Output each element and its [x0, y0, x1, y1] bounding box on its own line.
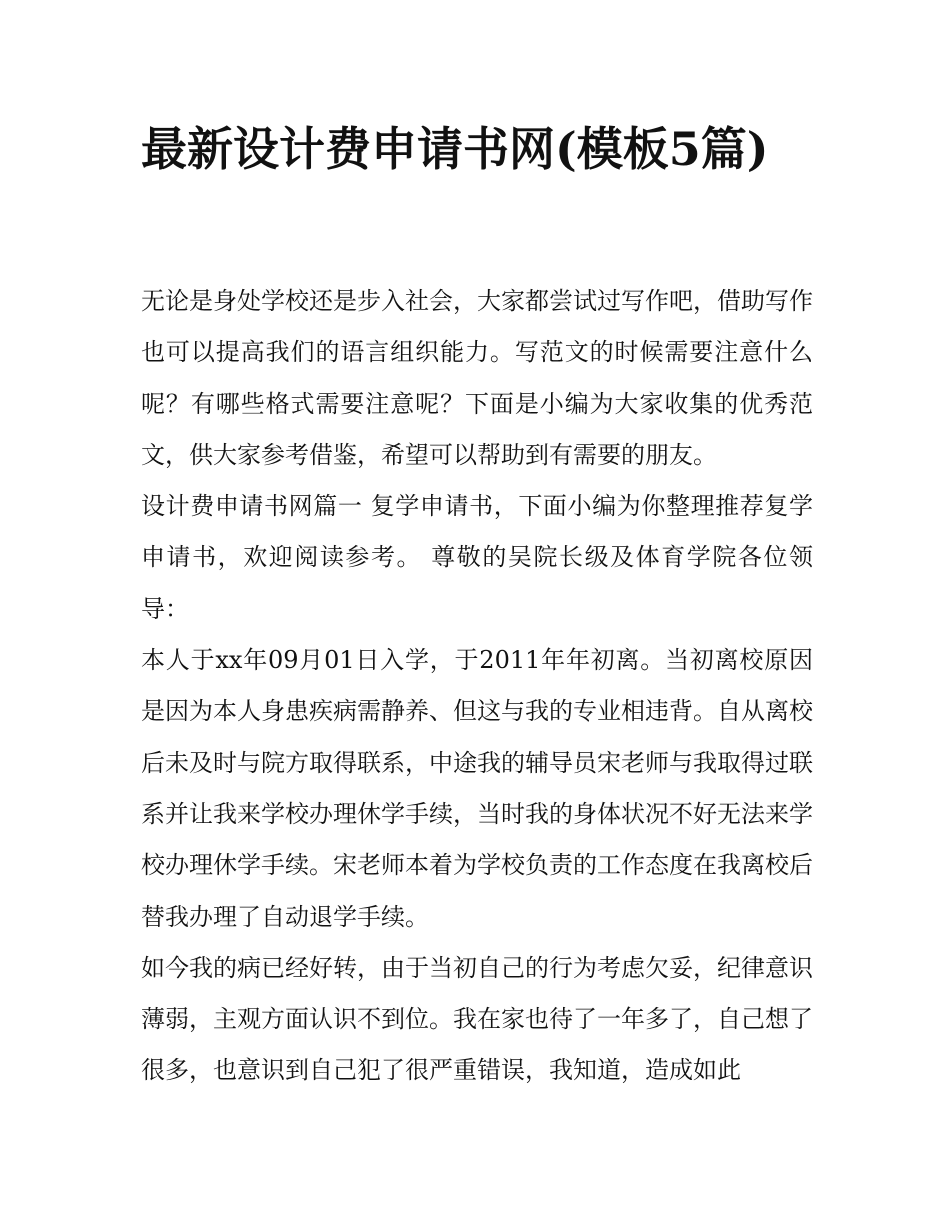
document-title: 最新设计费申请书网(模板5篇) [141, 122, 769, 176]
paragraph-enrollment: 本人于xx年09月01日入学，于2011年年初离。当初离校原因是因为本人身患疾病需静养、但这与我的专业相违背。自从离校后未及时与院方取得联系，中途我的辅导员宋老师与我取得过联系并让我来学校办理休学手续，当时我的身体状况不好无法来学校办理休学手续。宋老师本着为学校负责的工作态度在我离校后替我办理了自动退学手续。 [141, 646, 813, 931]
paragraph-intro: 无论是身处学校还是步入社会，大家都尝试过写作吧，借助写作也可以提高我们的语言组织能力。写范文的时候需要注意什么呢？有哪些格式需要注意呢？下面是小编为大家收集的优秀范文，供大家参考借鉴，希望可以帮助到有需要的朋友。 [141, 287, 813, 469]
document-body [141, 276, 813, 1097]
paragraph-recovery: 如今我的病已经好转，由于当初自己的行为考虑欠妥，纪律意识薄弱，主观方面认识不到位。我在家也待了一年多了，自己想了很多，也意识到自己犯了很严重错误，我知道，造成如此 [141, 953, 813, 1085]
paragraph-section-one: 设计费申请书网篇一 复学申请书，下面小编为你整理推荐复学申请书，欢迎阅读参考。 尊敬的吴院长级及体育学院各位领导： [141, 492, 813, 623]
